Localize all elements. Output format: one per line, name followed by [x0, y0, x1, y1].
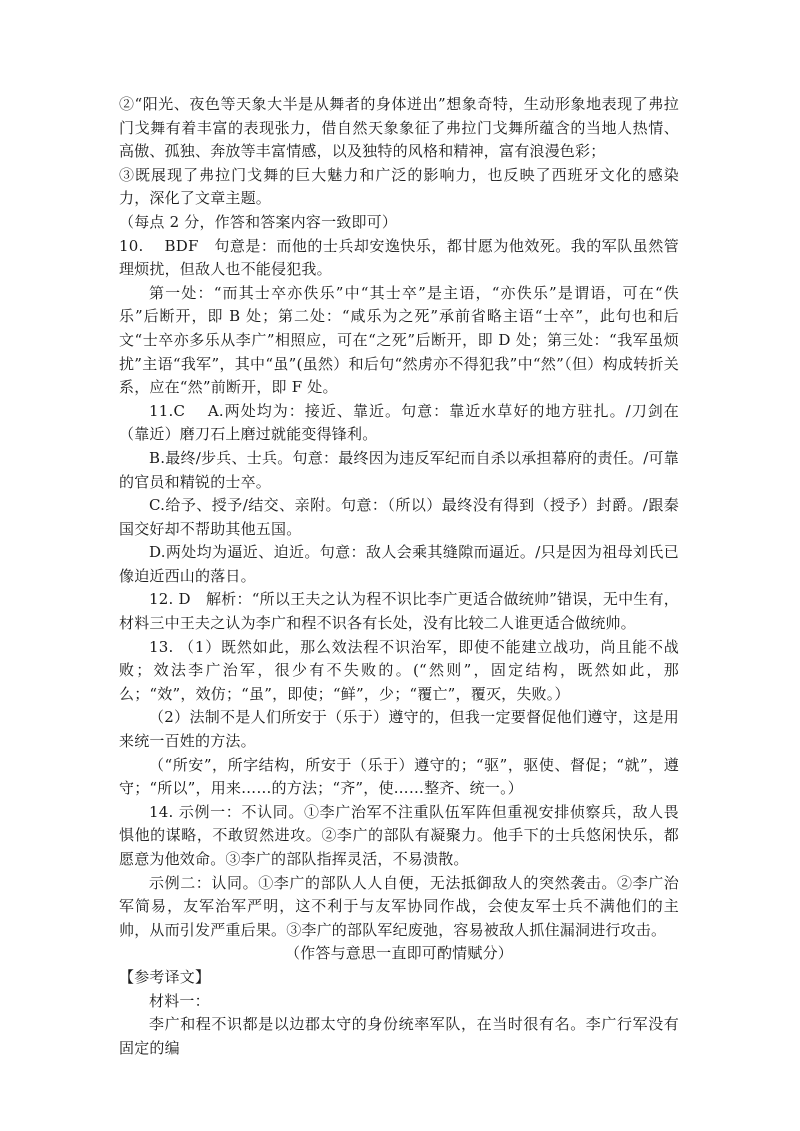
document-page — [119, 93, 679, 1060]
question-11-option-d: D.两处均为逼近、迫近。句意：敌人会乘其缝隙而逼近。/只是因为祖母刘氏已像迫近西山的落日。 — [119, 543, 679, 585]
question-14-example-2: 示例二：认同。①李广的部队人人自便，无法抵御敌人的突然袭击。②李广治军简易，友军治军严明，这不利于与友军协同作战，会使友军士兵不满他们的主帅，从而引发严重后果。③李广的部队军纪废弛，容易被敌人抓住漏洞进行攻击。 — [119, 873, 679, 939]
material-one-text: 李广和程不识都是以边郡太守的身份统率军队，在当时很有名。李广行军没有固定的编 — [119, 1015, 679, 1057]
reference-translation-heading: 【参考译文】 — [119, 967, 211, 986]
question-10-explanation: 第一处：“而其士卒亦佚乐”中“其士卒”是主语，“亦佚乐”是谓语，可在“佚乐”后断开，即 B 处；第二处：“咸乐为之死”承前省略主语“士卒”，此句也和后文“士卒亦多乐从李广”相照应，可在“之死”后断开，即 D 处；第三处：“我军虽烦扰”主语“我军”，其中“虽”(虽然）和后句“然虏亦不得犯我”中“然”（但）构成转折关系，应在“然”前断开，即 F 处。 — [119, 283, 679, 397]
answer-point-3: ③既展现了弗拉门戈舞的巨大魅力和广泛的影响力，也反映了西班牙文化的感染力，深化了文章主题。 — [119, 165, 679, 208]
grading-note: （作答与意思一直即可酌情赋分） — [284, 944, 513, 963]
material-one-label: 材料一： — [149, 991, 210, 1010]
question-11-option-c: C.给予、授予/结交、亲附。句意：（所以）最终没有得到（授予）封爵。/跟秦国交好却不帮助其他五国。 — [119, 496, 679, 538]
question-10-answer: 10. BDF 句意是：而他的士兵却安逸快乐，都甘愿为他效死。我的军队虽然管理烦扰，但敌人也不能侵犯我。 — [119, 236, 679, 279]
question-13-part-2: （2）法制不是人们所安于（乐于）遵守的，但我一定要督促他们遵守，这是用来统一百姓的方法。 — [119, 708, 679, 751]
question-13-part-2-notes: （“所安”，所字结构，所安于（乐于）遵守的；“驱”，驱使、督促；“就”，遵守；“所以”，用来……的方法；“齐”，使……整齐、统一。） — [119, 755, 679, 798]
question-13-part-1: 13. （1）既然如此，那么效法程不识治军，即使不能建立战功，尚且能不战败；效法李广治军，很少有不失败的。(“然则”，固定结构，既然如此，那么；“效”，效仿；“虽”，即使；“鲜”，少；“覆亡”，覆灭，失败。） — [119, 637, 679, 703]
scoring-note: （每点 2 分，作答和答案内容一致即可） — [119, 212, 398, 231]
question-14-example-1: 14. 示例一：不认同。①李广治军不注重队伍军阵但重视安排侦察兵，敌人畏惧他的谋略，不敢贸然进攻。②李广的部队有凝聚力。他手下的士兵悠闲快乐，都愿意为他效命。③李广的部队指挥灵活，不易溃散。 — [119, 802, 679, 868]
question-12-answer: 12. D 解析：“所以王夫之认为程不识比李广更适合做统帅”错误，无中生有，材料三中王夫之认为李广和程不识各有长处，没有比较二人谁更适合做统帅。 — [119, 590, 679, 633]
question-11-option-b: B.最终/步兵、士兵。句意：最终因为违反军纪而自杀以承担幕府的责任。/可靠的官员和精锐的士卒。 — [119, 448, 679, 491]
answer-point-2: ②“阳光、夜色等天象大半是从舞者的身体迸出”想象奇特，生动形象地表现了弗拉门戈舞有着丰富的表现张力，借自然天象象征了弗拉门戈舞所蕴含的当地人热情、高傲、孤独、奔放等丰富情感，以及独特的风格和精神，富有浪漫色彩； — [119, 95, 679, 161]
question-11-option-a: 11.C A.两处均为：接近、靠近。句意：靠近水草好的地方驻扎。/刀剑在（靠近）磨刀石上磨过就能变得锋利。 — [119, 401, 679, 444]
